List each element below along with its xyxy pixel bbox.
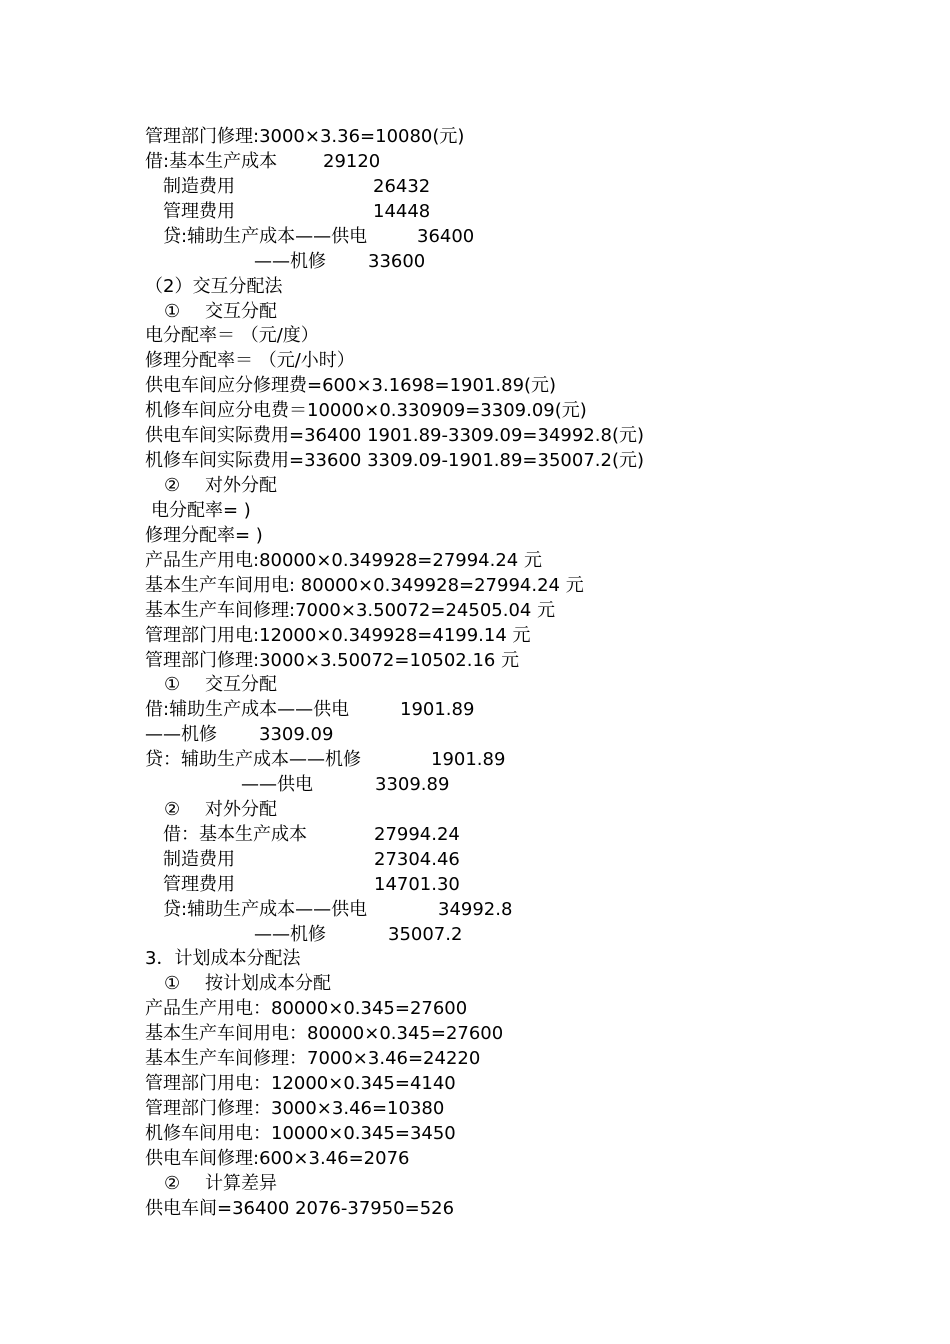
text-line: [0, 623, 950, 648]
line-text: 供电车间修理:600×3.46=2076: [145, 1148, 410, 1169]
text-line: [0, 722, 950, 747]
text-line: [0, 124, 950, 149]
line-text: 电分配率= ): [151, 500, 251, 521]
line-text: 管理部门修理:3000×3.50072=10502.16 元: [145, 650, 520, 671]
text-line: [0, 199, 950, 224]
text-line: [0, 822, 950, 847]
line-text: ——供电: [241, 774, 313, 795]
text-line: [0, 224, 950, 249]
line-text: ①: [164, 973, 181, 994]
line-amount: 33600: [368, 251, 426, 272]
text-line: [0, 747, 950, 772]
line-text: 贷：辅助生产成本——机修: [145, 749, 361, 770]
line-text: 供电车间应分修理费=600×3.1698=1901.89(元): [145, 375, 557, 396]
line-amount: 36400: [417, 226, 475, 247]
text-line: [0, 249, 950, 274]
text-line: [0, 423, 950, 448]
text-line: [0, 448, 950, 473]
line-text: 机修车间应分电费＝10000×0.330909=3309.09(元): [145, 400, 587, 421]
text-line: [0, 847, 950, 872]
text-line: [0, 598, 950, 623]
text-line: [0, 897, 950, 922]
line-text: 借：基本生产成本: [163, 824, 307, 845]
line-text: 产品生产用电:80000×0.349928=27994.24 元: [145, 550, 542, 571]
line-text: 借:基本生产成本: [145, 151, 278, 172]
line-amount: 26432: [373, 176, 431, 197]
text-line: [0, 922, 950, 947]
line-amount: 按计划成本分配: [205, 973, 331, 994]
line-amount: 34992.8: [438, 899, 513, 920]
line-text: 基本生产车间修理:7000×3.50072=24505.04 元: [145, 600, 556, 621]
text-line: [0, 299, 950, 324]
text-line: [0, 672, 950, 697]
line-text: 供电车间=36400 2076-37950=526: [145, 1198, 455, 1219]
text-line: [0, 1196, 950, 1221]
text-line: [0, 373, 950, 398]
line-text: ——机修: [254, 251, 326, 272]
line-text: 贷:辅助生产成本——供电: [163, 226, 368, 247]
line-amount: 交互分配: [205, 301, 277, 322]
line-text: ①: [164, 674, 181, 695]
line-text: 管理部门修理：3000×3.46=10380: [145, 1098, 445, 1119]
line-text: ②: [164, 799, 181, 820]
line-text: ②: [164, 475, 181, 496]
text-line: [0, 1046, 950, 1071]
line-text: ——机修: [145, 724, 217, 745]
text-line: [0, 149, 950, 174]
text-line: [0, 996, 950, 1021]
line-text: 贷:辅助生产成本——供电: [163, 899, 368, 920]
line-text: 修理分配率＝ （元/小时）: [145, 350, 355, 371]
line-text: 管理部门用电：12000×0.345=4140: [145, 1073, 456, 1094]
line-amount: 3309.89: [375, 774, 450, 795]
line-text: 机修车间用电：10000×0.345=3450: [145, 1123, 456, 1144]
line-text: 制造费用: [163, 849, 235, 870]
text-line: [0, 548, 950, 573]
line-text: 管理费用: [163, 201, 235, 222]
text-line: [0, 174, 950, 199]
line-text: 电分配率＝ （元/度）: [145, 325, 319, 346]
line-text: 机修车间实际费用=33600 3309.09-1901.89=35007.2(元): [145, 450, 644, 471]
line-amount: 交互分配: [205, 674, 277, 695]
text-line: [0, 348, 950, 373]
text-line: [0, 523, 950, 548]
text-line: [0, 274, 950, 299]
line-amount: 1901.89: [400, 699, 475, 720]
line-amount: 14448: [373, 201, 431, 222]
line-text: 3．计划成本分配法: [145, 948, 301, 969]
line-text: 管理费用: [163, 874, 235, 895]
line-text: 供电车间实际费用=36400 1901.89-3309.09=34992.8(元): [145, 425, 644, 446]
line-amount: 29120: [323, 151, 381, 172]
line-text: ——机修: [254, 924, 326, 945]
line-text: 修理分配率= ): [145, 525, 263, 546]
line-amount: 35007.2: [388, 924, 463, 945]
text-line: [0, 398, 950, 423]
text-line: [0, 1121, 950, 1146]
line-amount: 3309.09: [259, 724, 334, 745]
line-text: 借:辅助生产成本——供电: [145, 699, 350, 720]
text-line: [0, 323, 950, 348]
line-amount: 计算差异: [205, 1173, 277, 1194]
line-text: 产品生产用电：80000×0.345=27600: [145, 998, 468, 1019]
text-line: [0, 1171, 950, 1196]
line-amount: 27304.46: [374, 849, 460, 870]
text-line: [0, 573, 950, 598]
line-amount: 对外分配: [205, 475, 277, 496]
line-text: 制造费用: [163, 176, 235, 197]
text-line: [0, 1146, 950, 1171]
text-line: [0, 648, 950, 673]
line-amount: 1901.89: [431, 749, 506, 770]
line-amount: 对外分配: [205, 799, 277, 820]
line-text: ②: [164, 1173, 181, 1194]
line-text: 管理部门用电:12000×0.349928=4199.14 元: [145, 625, 531, 646]
text-line: [0, 772, 950, 797]
text-line: [0, 946, 950, 971]
text-line: [0, 1021, 950, 1046]
text-line: [0, 971, 950, 996]
line-text: （2）交互分配法: [145, 276, 283, 297]
text-line: [0, 872, 950, 897]
line-text: 基本生产车间用电: 80000×0.349928=27994.24 元: [145, 575, 584, 596]
text-line: [0, 697, 950, 722]
text-line: [0, 473, 950, 498]
line-text: 基本生产车间修理：7000×3.46=24220: [145, 1048, 481, 1069]
text-line: [0, 498, 950, 523]
line-amount: 14701.30: [374, 874, 460, 895]
line-text: 基本生产车间用电：80000×0.345=27600: [145, 1023, 504, 1044]
line-text: ①: [164, 301, 181, 322]
line-amount: 27994.24: [374, 824, 460, 845]
text-line: [0, 1071, 950, 1096]
text-line: [0, 797, 950, 822]
line-text: 管理部门修理:3000×3.36=10080(元): [145, 126, 465, 147]
text-line: [0, 1096, 950, 1121]
